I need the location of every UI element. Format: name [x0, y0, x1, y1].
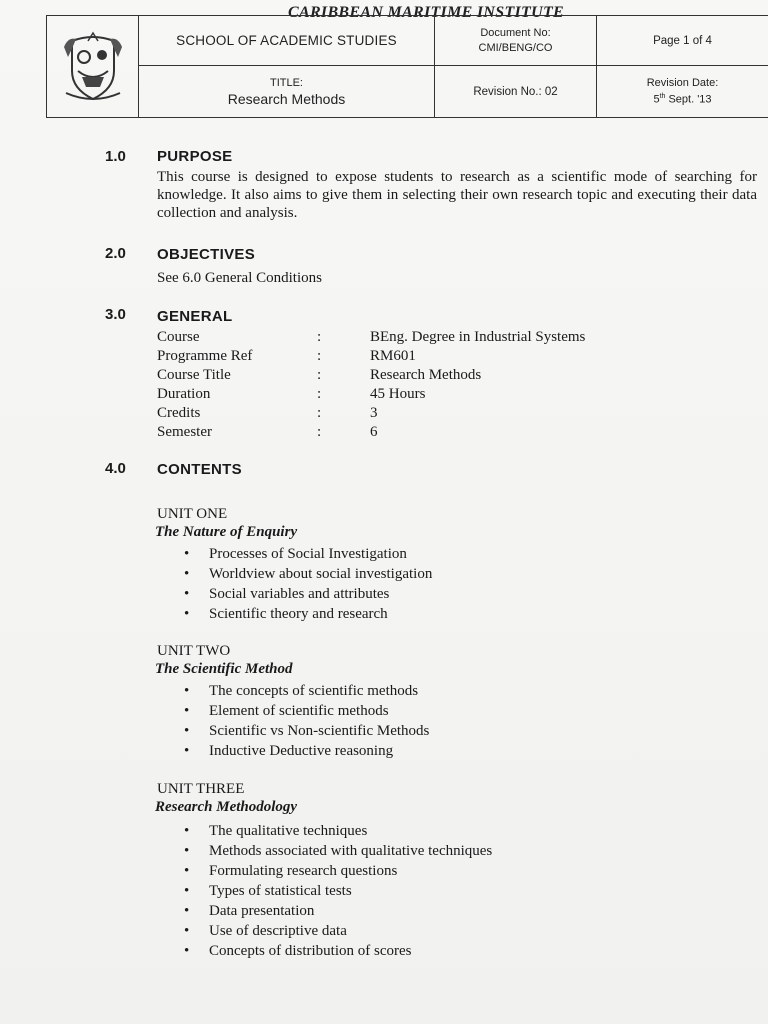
topic-list-item: [157, 921, 492, 941]
topic-list-item: [157, 741, 429, 761]
general-info-value: 45 Hours: [370, 386, 426, 402]
topic-list-item: [157, 584, 432, 604]
bullet-icon: •: [184, 923, 190, 939]
topic-text: The qualitative techniques: [209, 823, 368, 839]
institute-crest-logo: [47, 16, 139, 118]
topic-text: Processes of Social Investigation: [209, 546, 407, 562]
general-info-label: Course: [157, 329, 200, 345]
section-number-objectives: 2.0: [105, 245, 126, 262]
topic-list-item: [157, 881, 492, 901]
unit-topic-list: [157, 544, 432, 624]
topic-text: Scientific theory and research: [209, 606, 388, 622]
purpose-text: This course is designed to expose students to research as a scientific mode of searching for knowledge. It also aims to give them in selecting their own research topic and executing their data collection and analysis.: [157, 169, 757, 221]
topic-text: Formulating research questions: [209, 863, 398, 879]
general-info-value: RM601: [370, 348, 416, 364]
document-number-cell: [435, 16, 597, 66]
unit-title: UNIT TWO: [157, 643, 231, 659]
topic-list-item: [157, 821, 492, 841]
general-info-colon: :: [317, 367, 322, 383]
topic-text: Worldview about social investigation: [209, 566, 433, 582]
general-info-label: Course Title: [157, 367, 231, 383]
topic-list-item: [157, 701, 429, 721]
topic-text: Types of statistical tests: [209, 883, 352, 899]
topic-list-item: [157, 901, 492, 921]
document-number-value: CMI/BENG/CO: [478, 41, 553, 54]
title-cell: [139, 66, 435, 118]
institution-name: CARIBBEAN MARITIME INSTITUTE: [288, 4, 565, 21]
page-number: Page 1 of 4: [597, 16, 768, 66]
bullet-icon: •: [184, 546, 190, 562]
topic-list-item: [157, 604, 432, 624]
topic-text: Scientific vs Non-scientific Methods: [209, 723, 430, 739]
bullet-icon: •: [184, 863, 190, 879]
general-info-row: [157, 348, 677, 366]
revision-date-value: 5th Sept. '13: [653, 92, 712, 106]
general-info-label: Semester: [157, 424, 212, 440]
revision-number: Revision No.: 02: [435, 66, 597, 118]
bullet-icon: •: [184, 823, 190, 839]
unit-subtitle: Research Methodology: [155, 799, 298, 815]
bullet-icon: •: [184, 843, 190, 859]
bullet-icon: •: [184, 586, 190, 602]
general-info-colon: :: [317, 405, 322, 421]
revision-date-cell: [597, 66, 768, 118]
general-info-value: 3: [370, 405, 378, 421]
bullet-icon: •: [184, 743, 190, 759]
general-info-colon: :: [317, 348, 322, 364]
unit-topic-list: [157, 681, 429, 761]
document-number-label: Document No:: [480, 26, 551, 39]
general-info-value: Research Methods: [370, 367, 482, 383]
topic-list-item: [157, 721, 429, 741]
general-info-colon: :: [317, 424, 322, 440]
general-info-colon: :: [317, 329, 322, 345]
bullet-icon: •: [184, 683, 190, 699]
general-info-row: [157, 367, 677, 385]
unit-topic-list: [157, 821, 492, 961]
document-header-table: [46, 15, 768, 118]
topic-text: Data presentation: [209, 903, 315, 919]
unit-title: UNIT THREE: [157, 781, 245, 797]
general-info-row: [157, 329, 677, 347]
revision-date-label: Revision Date:: [646, 76, 719, 89]
general-info-row: [157, 405, 677, 423]
general-info-label: Credits: [157, 405, 201, 421]
school-name: SCHOOL OF ACADEMIC STUDIES: [139, 16, 435, 66]
topic-list-item: [157, 681, 429, 701]
bullet-icon: •: [184, 606, 190, 622]
unit-title: UNIT ONE: [157, 506, 228, 522]
unit-subtitle: The Scientific Method: [155, 661, 293, 677]
topic-list-item: [157, 861, 492, 881]
section-number-purpose: 1.0: [105, 148, 126, 165]
topic-list-item: [157, 941, 492, 961]
general-info-label: Duration: [157, 386, 211, 402]
topic-list-item: [157, 564, 432, 584]
topic-text: Methods associated with qualitative techniques: [209, 843, 493, 859]
bullet-icon: •: [184, 566, 190, 582]
bullet-icon: •: [184, 723, 190, 739]
section-title-general: GENERAL: [157, 308, 233, 325]
section-title-contents: CONTENTS: [157, 461, 242, 478]
unit-subtitle: The Nature of Enquiry: [155, 524, 298, 540]
topic-list-item: [157, 544, 432, 564]
topic-text: Inductive Deductive reasoning: [209, 743, 394, 759]
bullet-icon: •: [184, 943, 190, 959]
general-info-value: 6: [370, 424, 378, 440]
bullet-icon: •: [184, 703, 190, 719]
general-info-label: Programme Ref: [157, 348, 253, 364]
topic-text: The concepts of scientific methods: [209, 683, 419, 699]
section-title-purpose: PURPOSE: [157, 148, 233, 165]
section-number-general: 3.0: [105, 306, 126, 323]
section-title-objectives: OBJECTIVES: [157, 246, 256, 263]
topic-text: Element of scientific methods: [209, 703, 389, 719]
objectives-text: See 6.0 General Conditions: [157, 270, 322, 286]
bullet-icon: •: [184, 903, 190, 919]
general-info-row: [157, 386, 677, 404]
section-number-contents: 4.0: [105, 460, 126, 477]
topic-text: Use of descriptive data: [209, 923, 347, 939]
general-info-row: [157, 424, 677, 442]
title-label: TITLE:: [269, 76, 303, 89]
general-info-colon: :: [317, 386, 322, 402]
topic-text: Social variables and attributes: [209, 586, 390, 602]
bullet-icon: •: [184, 883, 190, 899]
general-info-value: BEng. Degree in Industrial Systems: [370, 329, 586, 345]
topic-list-item: [157, 841, 492, 861]
title-value: Research Methods: [227, 90, 346, 107]
topic-text: Concepts of distribution of scores: [209, 943, 412, 959]
crest-icon: [58, 27, 128, 107]
